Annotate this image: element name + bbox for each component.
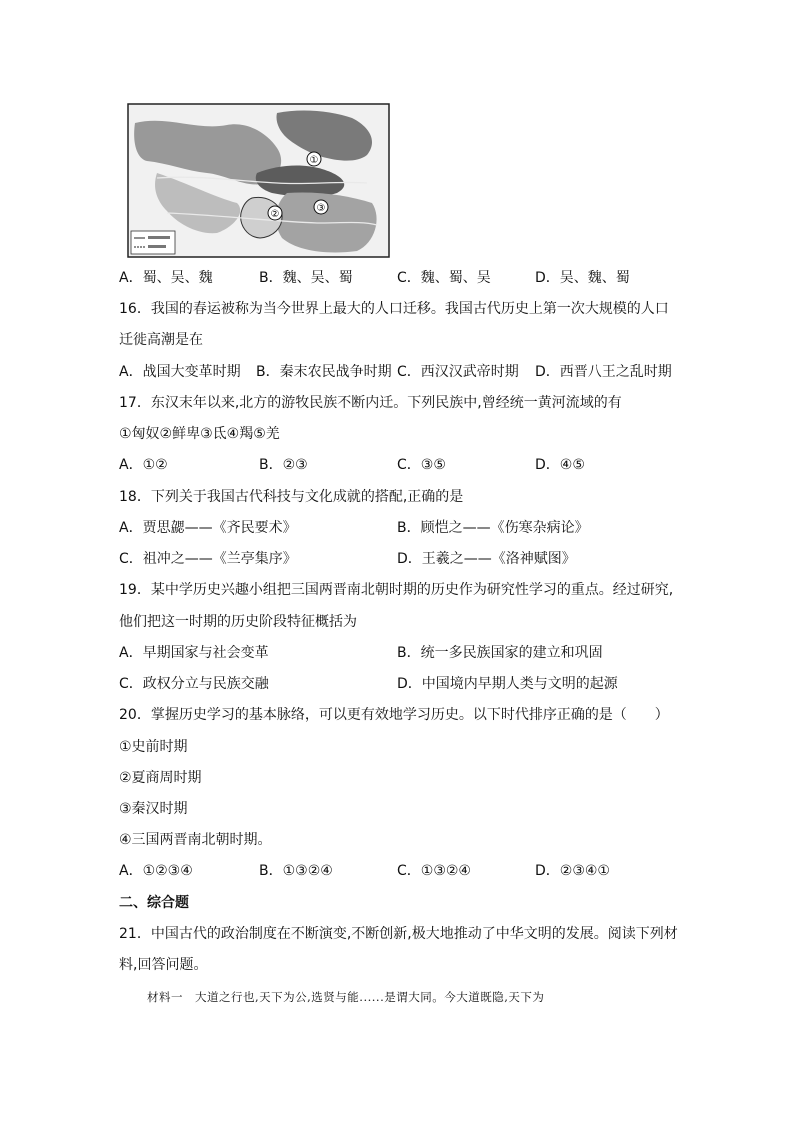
q20-stem: 20．掌握历史学习的基本脉络，可以更有效地学习历史。以下时代排序正确的是（ ） (119, 707, 669, 723)
q16-option-d: D．西晋八王之乱时期 (535, 364, 672, 380)
q20-item-4: ④三国两晋南北朝时期。 (119, 832, 272, 848)
q19-option-c: C．政权分立与民族交融 (119, 676, 269, 692)
q20-item-2: ②夏商周时期 (119, 770, 202, 786)
q19-option-a: A．早期国家与社会变革 (119, 645, 269, 661)
q21-material-1: 材料一 大道之行也,天下为公,选贤与能......是谓大同。今大道既隐,天下为 (147, 990, 545, 1004)
q19-option-d: D．中国境内早期人类与文明的起源 (397, 676, 618, 692)
map-figure (127, 103, 390, 258)
q16-option-a: A．战国大变革时期 (119, 364, 241, 380)
q18-option-d: D．王羲之——《洛神赋图》 (397, 551, 576, 567)
q20-option-b: B．①③②④ (259, 863, 333, 879)
q20-item-3: ③秦汉时期 (119, 801, 188, 817)
q19-option-b: B．统一多民族国家的建立和巩固 (397, 645, 603, 661)
q19-stem-line2: 他们把这一时期的历史阶段特征概括为 (119, 614, 357, 630)
q17-option-d: D．④⑤ (535, 457, 585, 473)
q18-stem: 18．下列关于我国古代科技与文化成就的搭配,正确的是 (119, 489, 464, 505)
map-label-2: ② (270, 209, 280, 220)
q16-option-c: C．西汉汉武帝时期 (397, 364, 519, 380)
q16-stem-line1: 16．我国的春运被称为当今世界上最大的人口迁移。我国古代历史上第一次大规模的人口 (119, 301, 669, 317)
q16-option-b: B．秦末农民战争时期 (256, 364, 392, 380)
q20-option-d: D．②③④① (535, 863, 610, 879)
q15-option-b: B．魏、吴、蜀 (259, 270, 353, 286)
q17-option-b: B．②③ (259, 457, 308, 473)
map-label-1: ① (309, 155, 319, 166)
q17-stem-line1: 17．东汉末年以来,北方的游牧民族不断内迁。下列民族中,曾经统一黄河流域的有 (119, 395, 622, 411)
q20-item-1: ①史前时期 (119, 739, 188, 755)
q16-stem-line2: 迁徙高潮是在 (119, 332, 203, 348)
q21-stem-line2: 料,回答问题。 (119, 957, 208, 973)
q17-option-c: C．③⑤ (397, 457, 446, 473)
map-legend (131, 231, 175, 254)
section-title: 二、综合题 (119, 895, 189, 911)
q17-stem-line2: ①匈奴②鲜卑③氐④羯⑤羌 (119, 426, 280, 442)
q15-option-c: C．魏、蜀、吴 (397, 270, 491, 286)
q15-option-d: D．吴、魏、蜀 (535, 270, 630, 286)
q18-option-b: B．顾恺之——《伤寒杂病论》 (397, 520, 589, 536)
q20-option-a: A．①②③④ (119, 863, 193, 879)
map-label-3: ③ (316, 203, 326, 214)
q21-stem-line1: 21．中国古代的政治制度在不断演变,不断创新,极大地推动了中华文明的发展。阅读下列材 (119, 926, 678, 942)
q17-option-a: A．①② (119, 457, 168, 473)
q18-option-a: A．贾思勰——《齐民要术》 (119, 520, 297, 536)
q15-option-a: A．蜀、吴、魏 (119, 270, 213, 286)
q18-option-c: C．祖冲之——《兰亭集序》 (119, 551, 297, 567)
q19-stem-line1: 19．某中学历史兴趣小组把三国两晋南北朝时期的历史作为研究性学习的重点。经过研究, (119, 582, 674, 598)
q20-option-c: C．①③②④ (397, 863, 471, 879)
